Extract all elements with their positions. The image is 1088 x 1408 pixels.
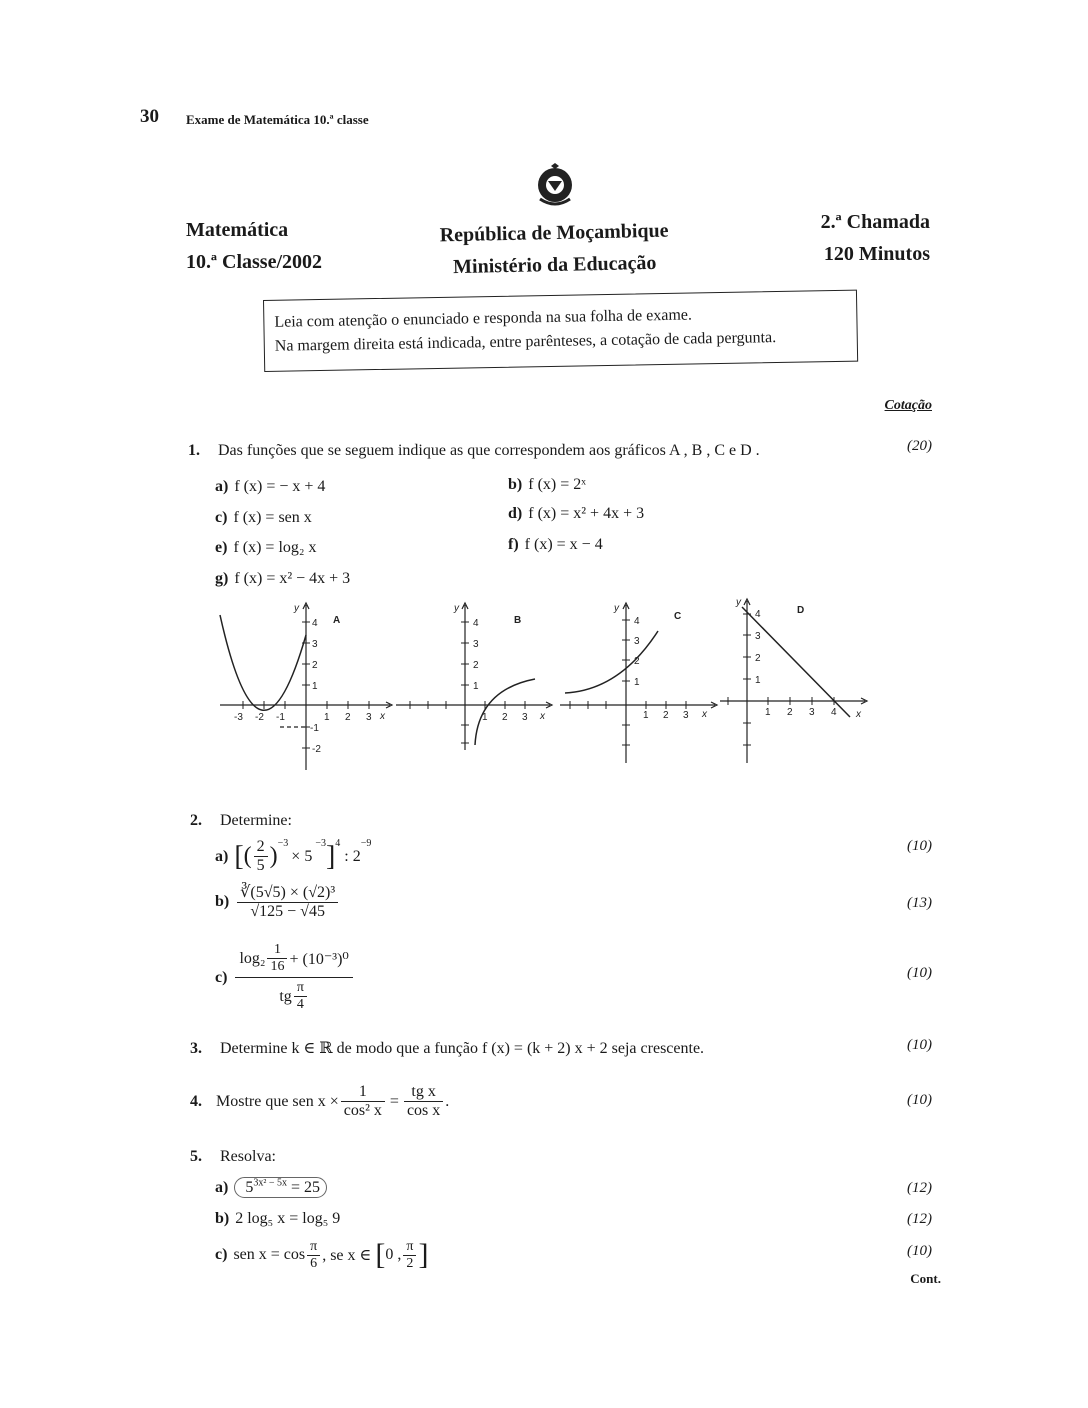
subject: Matemática xyxy=(186,219,289,241)
country: República de Moçambique xyxy=(439,219,669,247)
points: (10) xyxy=(907,1092,932,1108)
graph-b-ytick: 2 xyxy=(473,660,479,671)
q2-c: c) log₂ $\frac{1}{16}$ + (10⁻³)⁰ tg $\frac{\pi}{4}$ xyxy=(215,942,355,1013)
header-right xyxy=(821,206,930,270)
points: (13) xyxy=(907,895,932,911)
graph-b-ytick: 4 xyxy=(473,618,479,629)
graph-d-y-label: y xyxy=(736,597,741,608)
graph-c-ytick: 4 xyxy=(634,616,640,627)
graph-d-xtick: 1 xyxy=(765,707,771,718)
question-number: 3. xyxy=(190,1040,202,1057)
option-g: g) f (x) = x² − 4x + 3 xyxy=(215,570,351,587)
graph-d-ytick: 4 xyxy=(755,609,761,620)
graph-c-ytick: 2 xyxy=(634,656,640,667)
graph-a-label: A xyxy=(333,615,341,626)
points: (10) xyxy=(907,1243,932,1259)
option-d: d) f (x) = x² + 4x + 3 xyxy=(508,505,645,522)
graph-a-xtick: -2 xyxy=(255,712,264,723)
continued-marker: Cont. xyxy=(910,1271,941,1286)
graph-a-ytick: -1 xyxy=(310,723,319,734)
graph-a-ytick: 2 xyxy=(312,660,318,671)
graph-d-xtick: 4 xyxy=(831,707,837,718)
graph-c-ytick: 1 xyxy=(634,677,640,688)
graph-d-xtick: 2 xyxy=(787,707,793,718)
graph-a-xtick: -1 xyxy=(276,712,285,723)
question-text: Determine k ∈ ℝ de modo que a função f (x) = (k + 2) x + 2 seja crescente. xyxy=(220,1040,705,1057)
graph-c-xtick: 3 xyxy=(683,710,689,721)
header-center xyxy=(439,215,669,284)
graph-d-ytick: 1 xyxy=(755,675,761,686)
question-text: Resolva: xyxy=(220,1148,276,1165)
graph-a-xtick: -3 xyxy=(234,712,243,723)
running-header-title: Exame de Matemática 10.ª classe xyxy=(186,112,369,127)
call-number: 2.ª Chamada xyxy=(820,211,930,233)
duration: 120 Minutos xyxy=(823,243,930,265)
graph-d-ytick: 2 xyxy=(755,653,761,664)
question-number: 4. xyxy=(190,1092,202,1110)
graph-b-ytick: 1 xyxy=(473,681,479,692)
question-text: Determine: xyxy=(220,812,292,829)
q5-b: b) 2 log₅ x = log₅ 9 xyxy=(215,1210,341,1227)
graph-d-x-label: x xyxy=(856,709,861,720)
option-f: f) f (x) = x − 4 xyxy=(508,536,603,553)
question-1 xyxy=(188,442,760,460)
question-2 xyxy=(190,812,292,830)
option-a: a) f (x) = − x + 4 xyxy=(215,478,326,495)
graph-b-xtick: 3 xyxy=(522,712,528,723)
points: (10) xyxy=(907,838,932,854)
graph-d-ytick: 3 xyxy=(755,631,761,642)
graph-b-label: B xyxy=(514,615,522,626)
q5-a: a) $5^{3x^2 - 5x} = 25$ xyxy=(215,1178,327,1197)
q2-b: b) $\frac{\text{∛(5√5) × (√2)³}}{√125 - √45}$ xyxy=(215,882,340,921)
graph-c-ytick: 3 xyxy=(634,636,640,647)
points: (10) xyxy=(907,1037,932,1053)
graph-a-xtick: 2 xyxy=(345,712,351,723)
graph-a-xtick: 3 xyxy=(366,712,372,723)
graph-c-y-label: y xyxy=(614,603,619,614)
graph-b-ytick: 3 xyxy=(473,639,479,650)
q5-c: c) sen x = cos $\frac{\pi}{6}$ , se x ∈ [ 0 , $\frac{\pi}{2}$ ] xyxy=(215,1238,429,1271)
question-number: 1. xyxy=(188,442,200,459)
graph-d-label: D xyxy=(797,605,805,616)
points: (10) xyxy=(907,965,932,981)
graph-a-ytick: -2 xyxy=(312,744,321,755)
graph-a-xtick: 1 xyxy=(324,712,330,723)
graph-c-xtick: 1 xyxy=(643,710,649,721)
graph-b-xtick: 2 xyxy=(502,712,508,723)
ministry: Ministério da Educação xyxy=(452,251,657,279)
graph-a-ytick: 1 xyxy=(312,681,318,692)
question-number: 2. xyxy=(190,812,202,829)
question-3 xyxy=(190,1038,704,1058)
option-b: b) f (x) = 2ˣ xyxy=(508,476,586,493)
graph-a-y-label: y xyxy=(294,603,299,614)
header-left xyxy=(186,214,322,278)
points: (12) xyxy=(907,1180,932,1196)
graph-a-x-label: x xyxy=(380,711,385,722)
graph-d-xtick: 3 xyxy=(809,707,815,718)
graph-b-y-label: y xyxy=(454,603,459,614)
question-text: Das funções que se seguem indique as que correspondem aos gráficos A , B , C e D . xyxy=(218,442,760,459)
graph-c-x-label: x xyxy=(702,709,707,720)
graph-a-ytick: 3 xyxy=(312,639,318,650)
instructions-box xyxy=(263,290,858,372)
q2-a: a) [ ( $\frac{2}{5}$ ) $^{-3}$ × 5 $^{-3}$ ] $^4$ : 2 $^{-9}$ xyxy=(215,838,372,874)
instructions-line-1: Leia com atenção o enunciado e responda na sua folha de exame. xyxy=(274,306,693,331)
graph-c-xtick: 2 xyxy=(663,710,669,721)
instructions-line-2: Na margem direita está indicada, entre parênteses, a cotação de cada pergunta. xyxy=(274,329,777,355)
class-year: 10.ª Classe/2002 xyxy=(186,251,322,273)
graphs-figure xyxy=(210,595,870,775)
page-number: 30 xyxy=(140,106,159,127)
question-4: 4. Mostre que sen x × $\frac{1}{\text{cos² x}}$ = $\frac{\text{tg x}}{\text{cos x}}$ . xyxy=(190,1083,450,1119)
points: (12) xyxy=(907,1211,932,1227)
graph-b-xtick: 1 xyxy=(482,712,488,723)
option-c: c) f (x) = sen x xyxy=(215,509,312,526)
cotacao-header: Cotação xyxy=(884,398,932,413)
question-number: 5. xyxy=(190,1148,202,1165)
mozambique-coat-of-arms-icon xyxy=(530,163,580,211)
points: (20) xyxy=(907,438,932,454)
option-e: e) f (x) = log₂ x xyxy=(215,539,317,556)
question-5 xyxy=(190,1148,276,1166)
graph-c-label: C xyxy=(674,611,682,622)
graph-b-x-label: x xyxy=(540,711,545,722)
graph-a-ytick: 4 xyxy=(312,618,318,629)
